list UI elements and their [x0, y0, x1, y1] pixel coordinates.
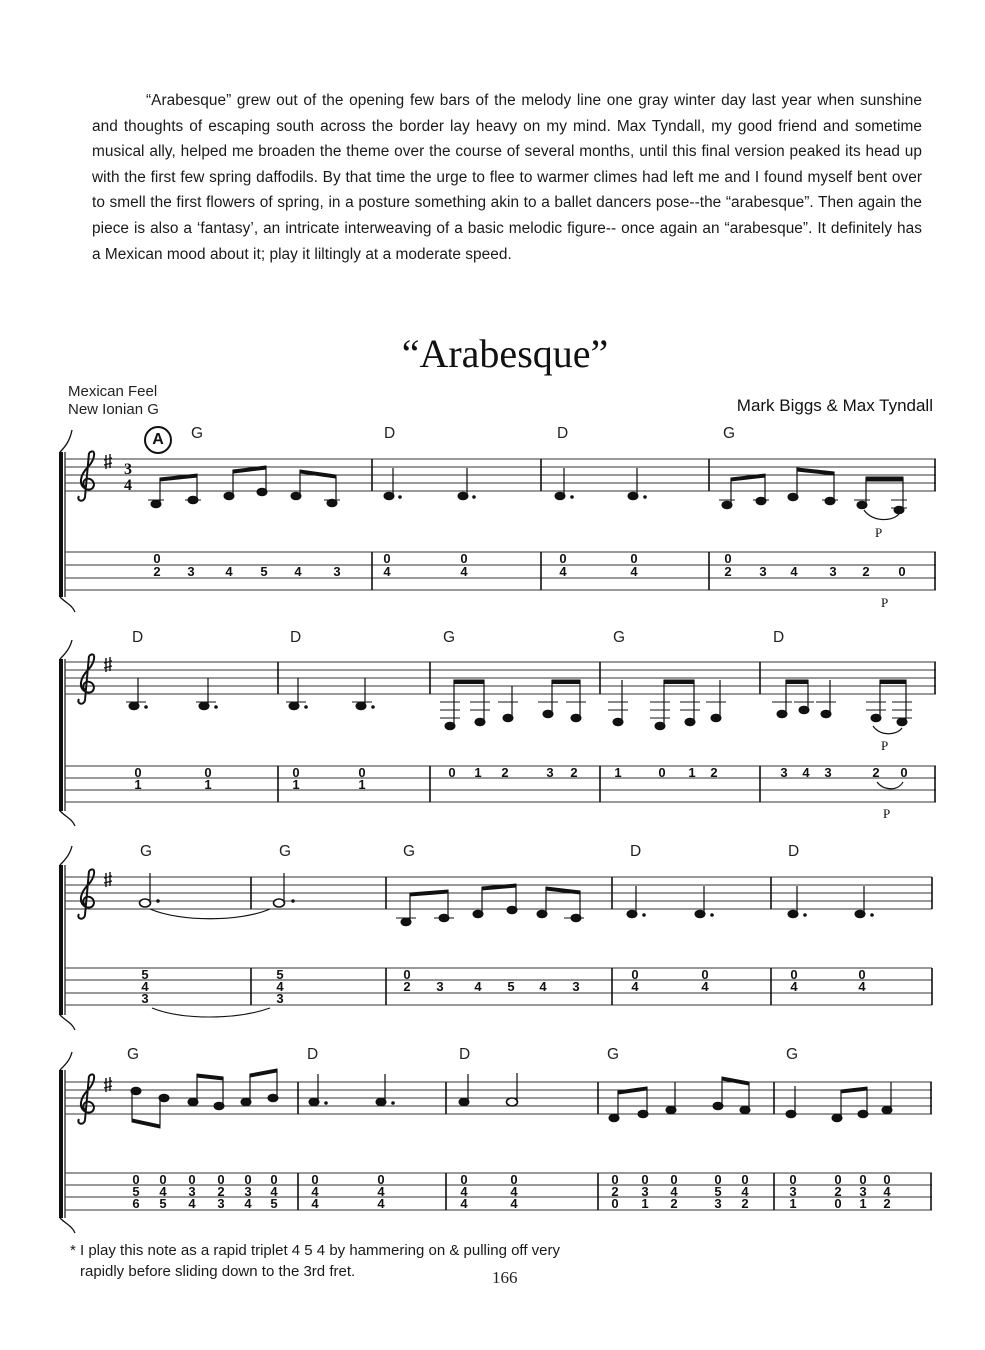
svg-text:3: 3	[859, 1184, 867, 1199]
svg-text:0: 0	[858, 967, 866, 982]
svg-text:0: 0	[383, 551, 391, 566]
svg-text:0: 0	[510, 1172, 518, 1187]
svg-text:4: 4	[539, 979, 547, 994]
svg-text:5: 5	[270, 1196, 278, 1211]
svg-text:2: 2	[834, 1184, 842, 1199]
chord-symbol: G	[279, 843, 292, 860]
chord-symbol: D	[132, 629, 144, 646]
svg-text:0: 0	[217, 1172, 225, 1187]
svg-text:1: 1	[641, 1196, 649, 1211]
svg-text:3: 3	[641, 1184, 649, 1199]
svg-text:3: 3	[141, 991, 149, 1006]
svg-text:2: 2	[710, 765, 718, 780]
svg-text:3: 3	[780, 765, 788, 780]
svg-text:2: 2	[872, 765, 880, 780]
svg-text:0: 0	[403, 967, 411, 982]
intro-paragraph: “Arabesque” grew out of the opening few bars of the melody line one gray winter day last year when sunshine and thoughts of escaping south across the border lay heavy on my mind. Max Tyndall, my good friend and sometime musical ally, helped me broaden the theme over the course of several months, until this final version peaked its head up with the first few spring daffodils. By that time the urge to flee to warmer climes had left me and I found myself bent over to smell the first flowers of spring, in a posture something akin to a ballet dancers pose--the “arabesque”. Then again the piece is also a ‘fantasy’, an intricate interweaving of a basic melodic figure-- once again an “arabesque”. It definitely has a Mexican mood about it; play it liltingly at a moderate speed.	[92, 92, 922, 263]
svg-text:3: 3	[824, 765, 832, 780]
svg-text:4: 4	[460, 1184, 468, 1199]
svg-text:2: 2	[153, 564, 161, 579]
svg-text:0: 0	[270, 1172, 278, 1187]
svg-text:1: 1	[134, 777, 142, 792]
svg-text:4: 4	[159, 1184, 167, 1199]
svg-text:4: 4	[474, 979, 482, 994]
footnote-line-1: * I play this note as a rapid triplet 4 5 4 by hammering on & pulling off very	[70, 1242, 560, 1259]
svg-text:4: 4	[741, 1184, 749, 1199]
svg-text:4: 4	[383, 564, 391, 579]
chord-symbol: D	[630, 843, 642, 860]
svg-text:1: 1	[789, 1196, 797, 1211]
svg-text:0: 0	[159, 1172, 167, 1187]
svg-text:0: 0	[724, 551, 732, 566]
svg-text:1: 1	[474, 765, 482, 780]
chord-symbol: D	[307, 1046, 319, 1063]
tab-numbers	[132, 1172, 891, 1211]
svg-text:5: 5	[714, 1184, 722, 1199]
svg-text:2: 2	[611, 1184, 619, 1199]
svg-text:4: 4	[311, 1196, 319, 1211]
svg-text:4: 4	[460, 564, 468, 579]
chord-symbol: G	[127, 1046, 140, 1063]
svg-text:0: 0	[292, 765, 300, 780]
tab-numbers	[141, 967, 866, 1006]
svg-text:3: 3	[572, 979, 580, 994]
svg-text:1: 1	[358, 777, 366, 792]
svg-text:4: 4	[631, 979, 639, 994]
svg-text:2: 2	[883, 1196, 891, 1211]
svg-text:2: 2	[741, 1196, 749, 1211]
svg-text:1: 1	[292, 777, 300, 792]
footnote-line-2: rapidly before sliding down to the 3rd fret.	[80, 1263, 356, 1280]
svg-text:0: 0	[859, 1172, 867, 1187]
svg-text:4: 4	[225, 564, 233, 579]
svg-text:2: 2	[501, 765, 509, 780]
svg-text:0: 0	[630, 551, 638, 566]
system-3	[59, 846, 932, 1030]
svg-text:3: 3	[188, 1184, 196, 1199]
chord-symbol: G	[140, 843, 153, 860]
svg-text:4: 4	[510, 1196, 518, 1211]
svg-text:4: 4	[670, 1184, 678, 1199]
svg-text:4: 4	[244, 1196, 252, 1211]
svg-text:5: 5	[159, 1196, 167, 1211]
chord-symbol: G	[613, 629, 626, 646]
svg-text:4: 4	[790, 979, 798, 994]
svg-text:0: 0	[132, 1172, 140, 1187]
svg-text:4: 4	[790, 564, 798, 579]
svg-text:3: 3	[187, 564, 195, 579]
svg-text:3: 3	[276, 991, 284, 1006]
svg-text:0: 0	[658, 765, 666, 780]
svg-text:0: 0	[741, 1172, 749, 1187]
svg-text:3: 3	[714, 1196, 722, 1211]
svg-text:3: 3	[789, 1184, 797, 1199]
tuning-label: New Ionian G	[68, 401, 159, 418]
chord-symbol: G	[723, 425, 736, 442]
svg-text:2: 2	[862, 564, 870, 579]
svg-text:4: 4	[460, 1196, 468, 1211]
chord-symbol: D	[773, 629, 785, 646]
svg-text:0: 0	[244, 1172, 252, 1187]
system-1	[59, 430, 936, 612]
svg-text:3: 3	[124, 461, 132, 478]
svg-text:0: 0	[358, 765, 366, 780]
svg-text:P: P	[875, 525, 883, 540]
chord-symbol: G	[443, 629, 456, 646]
svg-text:0: 0	[834, 1172, 842, 1187]
svg-text:4: 4	[510, 1184, 518, 1199]
page-number: 166	[492, 1268, 518, 1287]
chord-symbol: D	[557, 425, 569, 442]
style-label: Mexican Feel	[68, 383, 158, 400]
svg-text:2: 2	[570, 765, 578, 780]
svg-text:0: 0	[631, 967, 639, 982]
svg-text:5: 5	[276, 967, 284, 982]
svg-text:3: 3	[244, 1184, 252, 1199]
svg-text:P: P	[883, 806, 891, 821]
chord-symbol: G	[786, 1046, 799, 1063]
svg-text:4: 4	[802, 765, 810, 780]
svg-text:0: 0	[701, 967, 709, 982]
svg-text:0: 0	[448, 765, 456, 780]
svg-text:3: 3	[333, 564, 341, 579]
svg-text:4: 4	[630, 564, 638, 579]
svg-text:3: 3	[759, 564, 767, 579]
svg-text:3: 3	[217, 1196, 225, 1211]
svg-text:0: 0	[714, 1172, 722, 1187]
svg-text:4: 4	[377, 1184, 385, 1199]
authors: Mark Biggs & Max Tyndall	[736, 396, 933, 415]
svg-text:5: 5	[132, 1184, 140, 1199]
svg-text:0: 0	[153, 551, 161, 566]
svg-text:3: 3	[546, 765, 554, 780]
svg-text:0: 0	[559, 551, 567, 566]
svg-text:0: 0	[204, 765, 212, 780]
svg-text:2: 2	[217, 1184, 225, 1199]
svg-text:2: 2	[403, 979, 411, 994]
svg-text:4: 4	[188, 1196, 196, 1211]
svg-text:5: 5	[507, 979, 515, 994]
chord-symbol: G	[607, 1046, 620, 1063]
svg-text:0: 0	[883, 1172, 891, 1187]
svg-text:0: 0	[460, 551, 468, 566]
svg-text:0: 0	[460, 1172, 468, 1187]
system-2	[59, 640, 936, 826]
svg-text:4: 4	[701, 979, 709, 994]
chord-symbol: G	[403, 843, 416, 860]
svg-text:4: 4	[294, 564, 302, 579]
chord-symbol: G	[191, 425, 204, 442]
svg-text:4: 4	[141, 979, 149, 994]
svg-text:2: 2	[724, 564, 732, 579]
svg-text:0: 0	[311, 1172, 319, 1187]
svg-text:4: 4	[276, 979, 284, 994]
footnote	[70, 1240, 560, 1282]
chord-symbol: D	[788, 843, 800, 860]
svg-text:4: 4	[270, 1184, 278, 1199]
svg-text:4: 4	[858, 979, 866, 994]
svg-text:6: 6	[132, 1196, 140, 1211]
svg-text:1: 1	[204, 777, 212, 792]
svg-text:P: P	[881, 738, 889, 753]
svg-text:4: 4	[377, 1196, 385, 1211]
chord-symbol: D	[290, 629, 302, 646]
svg-text:4: 4	[883, 1184, 891, 1199]
svg-text:0: 0	[611, 1172, 619, 1187]
chord-symbol: D	[459, 1046, 471, 1063]
svg-text:0: 0	[134, 765, 142, 780]
svg-text:3: 3	[436, 979, 444, 994]
svg-text:0: 0	[641, 1172, 649, 1187]
svg-text:5: 5	[260, 564, 268, 579]
svg-text:0: 0	[834, 1196, 842, 1211]
svg-text:0: 0	[611, 1196, 619, 1211]
song-title: “Arabesque”	[401, 331, 609, 376]
svg-text:0: 0	[377, 1172, 385, 1187]
svg-text:2: 2	[670, 1196, 678, 1211]
svg-text:0: 0	[898, 564, 906, 579]
svg-text:4: 4	[559, 564, 567, 579]
svg-text:3: 3	[829, 564, 837, 579]
svg-text:P: P	[881, 595, 889, 610]
svg-text:4: 4	[311, 1184, 319, 1199]
svg-text:5: 5	[141, 967, 149, 982]
svg-text:1: 1	[614, 765, 622, 780]
svg-text:0: 0	[900, 765, 908, 780]
svg-text:4: 4	[124, 477, 132, 494]
system-4	[59, 1052, 932, 1233]
svg-text:0: 0	[789, 1172, 797, 1187]
svg-text:0: 0	[188, 1172, 196, 1187]
svg-text:1: 1	[688, 765, 696, 780]
svg-text:1: 1	[859, 1196, 867, 1211]
chord-symbol: D	[384, 425, 396, 442]
svg-text:0: 0	[790, 967, 798, 982]
rehearsal-mark-icon: A	[144, 426, 172, 454]
svg-text:0: 0	[670, 1172, 678, 1187]
